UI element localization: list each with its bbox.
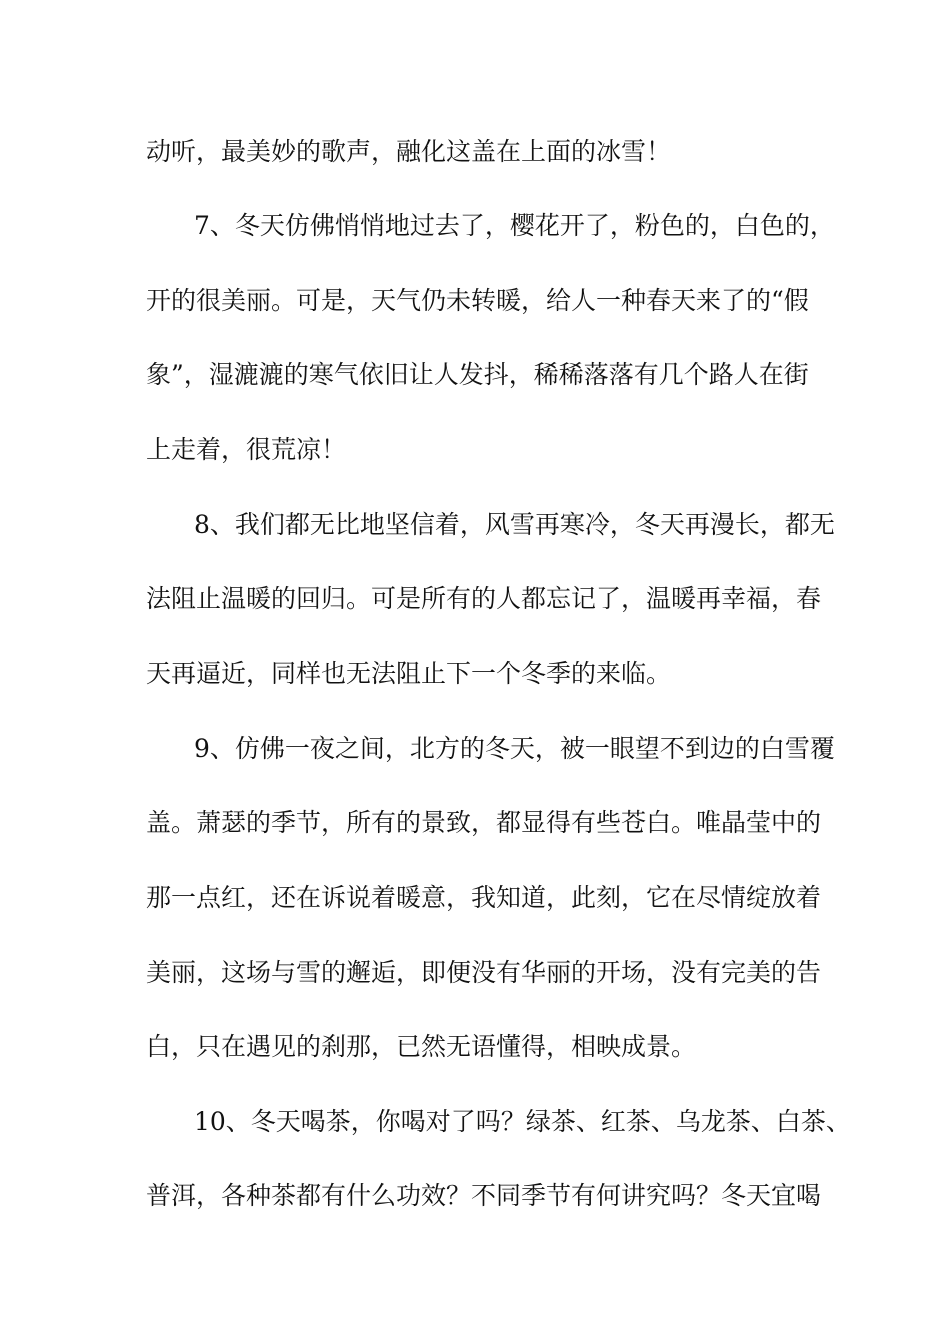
- text-line-9: 9、仿佛一夜之间，北方的冬天，被一眼望不到边的白雪覆: [194, 734, 835, 763]
- text-line-12: 美丽，这场与雪的邂逅，即便没有华丽的开场，没有完美的告: [146, 958, 822, 987]
- text-line-8: 天再逼近，同样也无法阻止下一个冬季的来临。: [146, 659, 672, 688]
- text-line-13: 白，只在遇见的刹那，已然无语懂得，相映成景。: [146, 1032, 697, 1061]
- text-line-1: 动听，最美妙的歌声，融化这盖在上面的冰雪！: [146, 137, 672, 166]
- text-line-10: 盖。萧瑟的季节，所有的景致，都显得有些苍白。唯晶莹中的: [146, 808, 822, 837]
- text-line-6: 8、我们都无比地坚信着，风雪再寒冷，冬天再漫长，都无: [194, 510, 835, 539]
- text-line-14: 10、冬天喝茶，你喝对了吗？绿茶、红茶、乌龙茶、白茶、: [194, 1107, 851, 1136]
- text-line-5: 上走着，很荒凉！: [146, 435, 347, 464]
- text-line-11: 那一点红，还在诉说着暖意，我知道，此刻，它在尽情绽放着: [146, 883, 822, 912]
- text-line-4: 象”，湿漉漉的寒气依旧让人发抖，稀稀落落有几个路人在街: [146, 360, 809, 389]
- text-line-15: 普洱，各种茶都有什么功效？不同季节有何讲究吗？冬天宜喝: [146, 1181, 822, 1210]
- text-line-7: 法阻止温暖的回归。可是所有的人都忘记了，温暖再幸福，春: [146, 584, 822, 613]
- text-line-3: 开的很美丽。可是，天气仍未转暖，给人一种春天来了的“假: [146, 286, 809, 315]
- text-line-2: 7、冬天仿佛悄悄地过去了，樱花开了，粉色的，白色的，: [194, 211, 835, 240]
